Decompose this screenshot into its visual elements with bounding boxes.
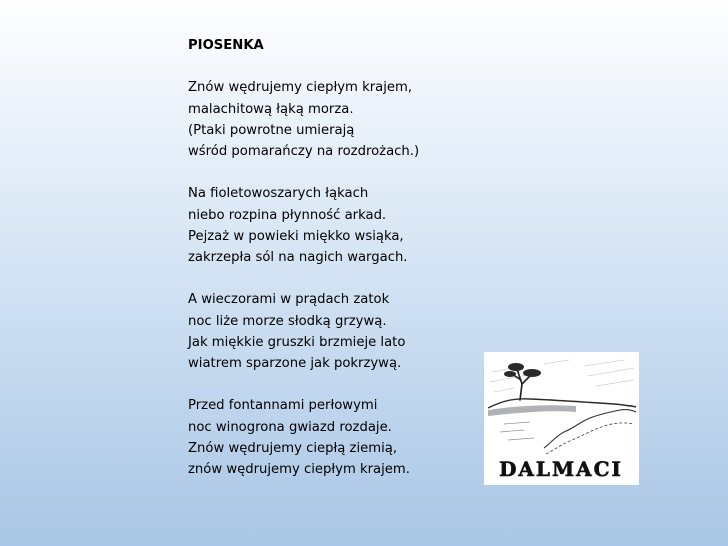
illustration-caption: DALMACI — [499, 457, 623, 481]
poem-stanza-1 — [188, 77, 468, 162]
poem-title: PIOSENKA — [188, 38, 264, 53]
poem-line: A wieczorami w prądach zatok — [188, 292, 390, 308]
poem-line: Znów wędrujemy ciepłą ziemią, — [188, 440, 398, 456]
poem — [188, 35, 468, 501]
poem-stanza-3 — [188, 289, 468, 374]
dalmatia-sketch-image — [484, 352, 639, 485]
poem-line: zakrzepła sól na nagich wargach. — [188, 250, 408, 265]
poem-line: niebo rozpina płynność arkad. — [188, 207, 387, 223]
poem-line: noc liże morze słodką grzywą. — [188, 313, 387, 329]
poem-line: (Ptaki powrotne umierają — [188, 122, 355, 138]
coastline-sketch-with-tree-icon — [484, 352, 639, 485]
poem-stanza-4 — [188, 395, 468, 480]
poem-line: Znów wędrujemy ciepłym krajem, — [188, 80, 413, 96]
poem-line: Pejzaż w powieki miękko wsiąka, — [188, 228, 404, 244]
poem-line: Przed fontannami perłowymi — [188, 398, 378, 414]
poem-line: znów wędrujemy ciepłym krajem. — [188, 462, 410, 477]
poem-line: Jak miękkie gruszki brzmieje lato — [188, 334, 406, 350]
poem-line: Na fioletowoszarych łąkach — [188, 186, 369, 202]
poem-stanza-2 — [188, 183, 468, 268]
poem-line: wiatrem sparzone jak pokrzywą. — [188, 356, 402, 371]
poem-line: noc winogrona gwiazd rozdaje. — [188, 419, 392, 435]
poem-line: wśród pomarańczy na rozdrożach.) — [188, 144, 420, 159]
poem-line: malachitową łąką morza. — [188, 101, 354, 117]
